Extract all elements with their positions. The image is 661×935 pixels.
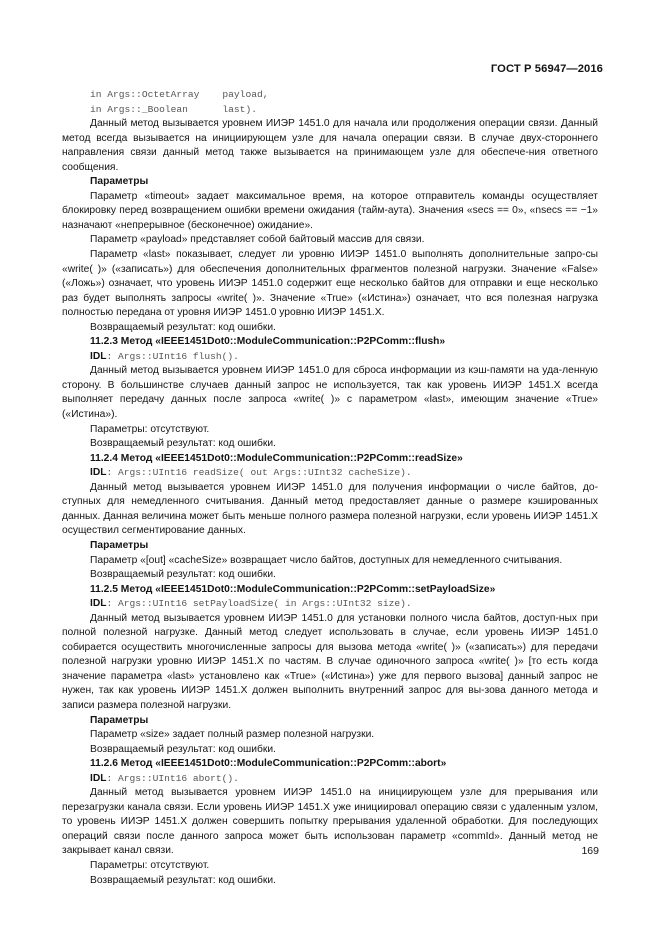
paragraph: Параметр «[out] «cacheSize» возвращает число байтов, доступных для немедленного считывания. — [90, 554, 563, 566]
idl-code: : Args::UInt16 setPayloadSize( in Args::UInt32 size). — [106, 598, 412, 610]
idl-code: : Args::UInt16 readSize( out Args::UInt32 cacheSize). — [106, 467, 412, 479]
idl-label: IDL — [90, 598, 107, 610]
return-result: Возвращаемый результат: код ошибки. — [90, 321, 276, 333]
return-result: Возвращаемый результат: код ошибки. — [90, 569, 276, 581]
return-result: Возвращаемый результат: код ошибки. — [90, 874, 276, 886]
paragraph: Данный метод вызывается уровнем ИИЭР 1451.0 для сброса информации из кэш-памяти на уда-ленную сторону. В большинстве случаев данный запрос не используется, так как уровень ИИЭР 1451.X всегда выполняет передачу данных после запроса «write( )» с параметром «last», имеющим значение «True» («Истина»). — [62, 365, 598, 421]
idl-label: IDL — [90, 350, 107, 362]
paragraph: Параметр «timeout» задает максимальное время, на которое отправитель команды осуществляет блокировку перед возвращением ошибки времени ожидания (тайм-аута). Значения «secs == 0», «nsecs == −1» назначают «непрерывное (бесконечное) ожидание». — [62, 190, 598, 231]
standard-header: ГОСТ Р 56947—2016 — [490, 63, 603, 75]
idl-label: IDL — [90, 772, 107, 784]
parameters-heading: Параметры — [90, 176, 149, 188]
document-body — [62, 88, 598, 888]
section-heading-11-2-4: 11.2.4 Метод «IEEE1451Dot0::ModuleCommunication::P2PComm::readSize» — [90, 452, 463, 464]
parameters-heading: Параметры — [90, 714, 149, 726]
idl-line — [62, 597, 598, 612]
return-result: Возвращаемый результат: код ошибки. — [90, 743, 276, 755]
section-heading-11-2-6: 11.2.6 Метод «IEEE1451Dot0::ModuleCommunication::P2PComm::abort» — [90, 758, 447, 770]
paragraph: Данный метод вызывается уровнем ИИЭР 1451.0 для установки полного числа байтов, доступ-ных при полной полезной нагрузке. Данный метод следует использовать в случае, если уровень ИИЭР 1451.0 собирается осуществить многочисленные запросы для вызова метода «write( )» («записать») для передачи полезной нагрузки уровню ИИЭР 1451.X по частям. В случае одиночного запроса «write( )» [то есть когда значение параметра «last» установлено как «True» («Истина») уже для первого вызова] данный запрос не нужен, так как уровень ИИЭР 1451.X должен выполнить внутренний запрос для вы-зова данного метода и записи размера полезной нагрузки. — [62, 612, 598, 711]
paragraph: Данный метод вызывается уровнем ИИЭР 1451.0 на инициирующем узле для прерывания или перезагрузки канала связи. Если уровень ИИЭР 1451.X уже инициировал операцию связи с удаленным узлом, то уровень ИИЭР 1451.X должен совершить попытку прерывания удаленной обработки. Для последующих операций связи после данного запроса может быть использован параметр «commId». Данный метод не закрывает канал связи. — [62, 787, 598, 857]
return-result: Возвращаемый результат: код ошибки. — [90, 438, 276, 450]
idl-label: IDL — [90, 467, 107, 479]
paragraph: Данный метод вызывается уровнем ИИЭР 1451.0 для начала или продолжения операции связи. Данный метод всегда вызывается на инициирующем узле для начала операции связи. В случае двух-стороннего направления связи данный метод также вызывается на принимающем узле для обеспече-ния ответного сообщения. — [62, 118, 598, 173]
idl-code: : Args::UInt16 abort(). — [106, 772, 239, 784]
idl-line — [62, 466, 598, 481]
paragraph: Параметр «payload» представляет собой байтовый массив для связи. — [90, 234, 425, 246]
idl-line — [62, 772, 598, 787]
parameters-none: Параметры: отсутствуют. — [90, 859, 210, 871]
parameters-heading: Параметры — [90, 539, 149, 551]
idl-code: : Args::UInt16 flush(). — [106, 350, 239, 362]
page-number: 169 — [581, 845, 599, 857]
section-heading-11-2-3: 11.2.3 Метод «IEEE1451Dot0::ModuleCommunication::P2PComm::flush» — [90, 336, 446, 348]
paragraph: Параметр «last» показывает, следует ли уровню ИИЭР 1451.0 выполнять дополнительные запро-сы «write( )» («записать») для обеспечения дополнительных фрагментов полезной нагрузки. Значение «False» («Ложь») означает, что уровень ИИЭР 1451.0 содержит еще несколько байтов для отправки и еще несколько раз будет выполнять запросы «write( )». Значение «True» («Истина») означает, что вся полезная нагрузка полностью передана от уровня ИИЭР 1451.0 уровню ИИЭР 1451.X. — [62, 249, 598, 319]
code-line: in Args::OctetArray payload, — [90, 89, 269, 100]
paragraph: Данный метод вызывается уровнем ИИЭР 1451.0 для получения информации о числе байтов, до-ступных для немедленного считывания. Данный метод предоставляет данные о размере кэшированных данных. Данная величина может быть меньше полного размера полезной нагрузки, если уровень ИИЭР 1451.X осуществил сегментирование данных. — [62, 481, 598, 537]
paragraph: Параметр «size» задает полный размер полезной нагрузки. — [90, 729, 375, 741]
parameters-none: Параметры: отсутствуют. — [90, 423, 210, 435]
code-line: in Args::_Boolean last). — [90, 103, 257, 115]
section-heading-11-2-5: 11.2.5 Метод «IEEE1451Dot0::ModuleCommunication::P2PComm::setPayloadSize» — [90, 583, 496, 595]
idl-line — [62, 350, 598, 365]
